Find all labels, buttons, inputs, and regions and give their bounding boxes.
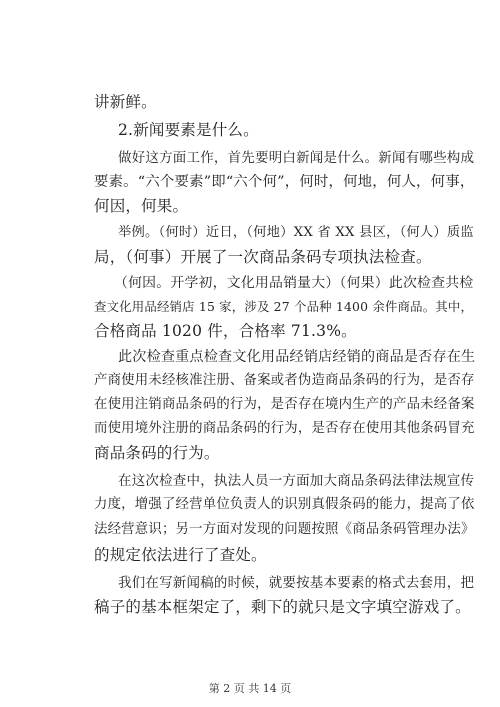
- text-line: 力度，增强了经营单位负责人的识别真假条码的能力，提高了依: [94, 497, 475, 512]
- section-heading: 2.新闻要素是什么。: [118, 121, 259, 139]
- text-line: 而使用境外注册的商品条码的行为，是否存在使用其他条码冒充: [94, 421, 475, 436]
- text-line: 要素。“六个要素”即“六个何”，何时，何地，何人，何事，: [94, 174, 475, 190]
- text-line: 稿子的基本框架定了，剩下的就只是文字填空游戏了。: [94, 598, 471, 616]
- text-line: 法经营意识；另一方面对发现的问题按照《商品条码管理办法》: [94, 522, 475, 537]
- text-line: （何因。开学初，文化用品销量大）（何果）此次检查共检: [114, 275, 474, 291]
- text-line: 何因，何果。: [94, 197, 189, 215]
- text-line: 我们在写新闻稿的时候，就要按基本要素的格式去套用，把: [118, 575, 475, 591]
- text-line: 商品条码的行为。: [94, 444, 220, 462]
- text-line: 在使用注销商品条码的行为，是否存在境内生产的产品未经备案: [94, 397, 475, 412]
- text-line: 在这次检查中，执法人员一方面加大商品条码法律法规宣传: [118, 473, 475, 489]
- text-line: 合格商品 1020 件，合格率 71.3%。: [94, 322, 357, 340]
- text-line: 查文化用品经销店 15 家，涉及 27 个品种 1400 余件商品。其中，: [94, 299, 474, 314]
- text-line: 讲新鲜。: [94, 93, 157, 111]
- text-line: 做好这方面工作，首先要明白新闻是什么。新闻有哪些构成: [118, 150, 475, 166]
- text-line: 的规定依法进行了查处。: [94, 546, 267, 564]
- page-number-footer: 第 2 页 共 14 页: [208, 682, 292, 695]
- text-line: 举例。（何时）近日，（何地）XX 省 XX 县区，（何人）质监: [118, 225, 474, 240]
- text-line: 此次检查重点检查文化用品经销店经销的商品是否存在生: [118, 349, 476, 365]
- text-line: 局，（何事）开展了一次商品条码专项执法检查。: [94, 248, 432, 266]
- text-line: 产商使用未经核准注册、备案或者伪造商品条码的行为，是否存: [94, 373, 475, 388]
